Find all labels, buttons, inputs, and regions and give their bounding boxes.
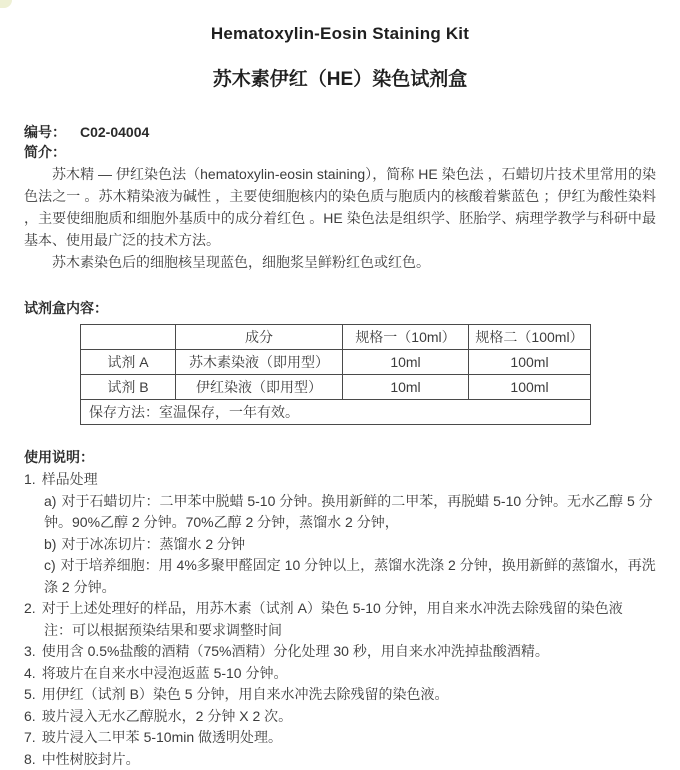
item-number: 4. (24, 665, 36, 681)
scan-corner-artifact (0, 0, 12, 8)
instruction-item-8 (24, 749, 656, 770)
subitem-text: 对于冰冻切片：蒸馏水 2 分钟 (61, 536, 245, 552)
catalog-number-label: 编号： (24, 124, 66, 140)
usage-heading: 使用说明： (24, 447, 656, 468)
header-spec-10ml: 规格一（10ml） (343, 325, 469, 350)
item-text: 中性树胶封片。 (42, 751, 140, 767)
item-text: 玻片浸入二甲苯 5-10min 做透明处理。 (42, 729, 282, 745)
cell-spec1-b: 10ml (343, 375, 469, 400)
title-english: Hematoxylin-Eosin Staining Kit (24, 0, 656, 44)
storage-note: 保存方法：室温保存，一年有效。 (81, 400, 591, 425)
kit-contents-table (80, 324, 591, 425)
table-row (81, 350, 591, 375)
instruction-item-4 (24, 663, 656, 685)
header-spec-100ml: 规格二（100ml） (469, 325, 591, 350)
kit-contents-heading: 试剂盒内容： (24, 298, 656, 319)
intro-heading: 简介： (24, 142, 656, 163)
table-header-row (81, 325, 591, 350)
item-number: 7. (24, 729, 36, 745)
table-storage-row (81, 400, 591, 425)
cell-spec2-a: 100ml (469, 350, 591, 375)
instruction-subitem-1a (44, 491, 656, 534)
cell-component-b: 伊红染液（即用型） (176, 375, 343, 400)
item-number: 3. (24, 643, 36, 659)
header-reagent (81, 325, 176, 350)
cell-spec1-a: 10ml (343, 350, 469, 375)
item-text: 将玻片在自来水中浸泡返蓝 5-10 分钟。 (42, 665, 288, 681)
title-chinese: 苏木素伊红（HE）染色试剂盒 (24, 44, 656, 91)
item-text: 使用含 0.5%盐酸的酒精（75%酒精）分化处理 30 秒，用自来水冲洗掉盐酸酒精。 (42, 643, 549, 659)
table-row (81, 375, 591, 400)
catalog-number-line (24, 122, 656, 142)
subitem-text: 对于石蜡切片：二甲苯中脱蜡 5-10 分钟。换用新鲜的二甲苯，再脱蜡 5-10 分钟。无水乙醇 5 分钟。90%乙醇 2 分钟。70%乙醇 2 分钟，蒸馏水 2 分钟， (44, 493, 653, 531)
item-number: 1. (24, 471, 36, 487)
instruction-item-7 (24, 727, 656, 749)
instruction-item-5 (24, 684, 656, 706)
item-number: 5. (24, 686, 36, 702)
instruction-item-3 (24, 641, 656, 663)
catalog-number-value: C02-04004 (80, 124, 149, 140)
instruction-subitem-1c (44, 555, 656, 598)
header-component: 成分 (176, 325, 343, 350)
item-text: 对于上述处理好的样品，用苏木素（试剂 A）染色 5-10 分钟，用自来水冲洗去除残留的染色液 (42, 600, 623, 616)
item-number: 8. (24, 751, 36, 767)
cell-spec2-b: 100ml (469, 375, 591, 400)
instruction-item-6 (24, 706, 656, 728)
instruction-subitem-1b (44, 534, 656, 556)
item-number: 2. (24, 600, 36, 616)
subitem-letter: b) (44, 536, 56, 552)
item-number: 6. (24, 708, 36, 724)
instruction-item-2-note: 注：可以根据预染结果和要求调整时间 (44, 620, 656, 642)
subitem-text: 对于培养细胞：用 4%多聚甲醛固定 10 分钟以上，蒸馏水洗涤 2 分钟，换用新鲜的蒸馏水，再洗涤 2 分钟。 (44, 557, 656, 595)
item-text: 样品处理 (42, 471, 98, 487)
intro-paragraph-1: 苏木精 — 伊红染色法（hematoxylin-eosin staining），简称 HE 染色法 ，石蜡切片技术里常用的染色法之一 。苏木精染液为碱性 ，主要使细胞核内的染色质与胞质内的核酸着紫蓝色 ；伊红为酸性染料 ，主要使细胞质和细胞外基质中的成分着红色 。HE 染色法是组织学、胚胎学、病理学教学与科研中最基本、使用最广泛的技术方法。 (24, 163, 656, 251)
instruction-item-2 (24, 598, 656, 620)
item-text: 玻片浸入无水乙醇脱水，2 分钟 X 2 次。 (42, 708, 292, 724)
instruction-item-1 (24, 469, 656, 491)
instruction-list (24, 469, 656, 770)
cell-reagent-a: 试剂 A (81, 350, 176, 375)
subitem-letter: c) (44, 557, 56, 573)
intro-paragraph-2: 苏木素染色后的细胞核呈现蓝色，细胞浆呈鲜粉红色或红色。 (24, 251, 656, 273)
cell-component-a: 苏木素染液（即用型） (176, 350, 343, 375)
cell-reagent-b: 试剂 B (81, 375, 176, 400)
item-text: 用伊红（试剂 B）染色 5 分钟，用自来水冲洗去除残留的染色液。 (42, 686, 449, 702)
subitem-letter: a) (44, 493, 56, 509)
